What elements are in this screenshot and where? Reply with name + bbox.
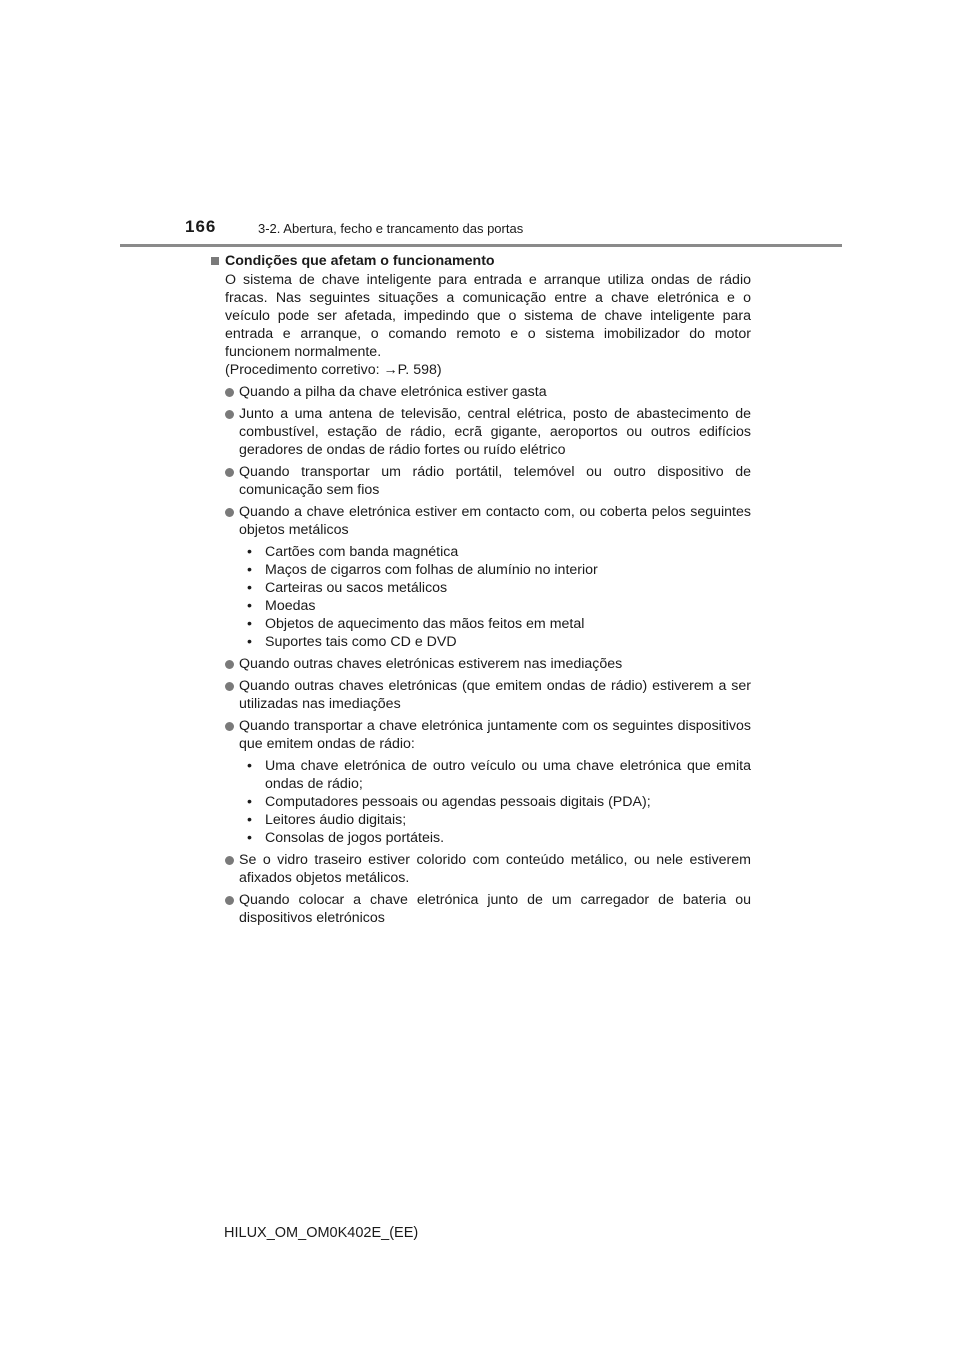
round-bullet-icon (225, 468, 234, 477)
condition-list (209, 383, 751, 927)
running-header: 3-2. Abertura, fecho e trancamento das portas (258, 221, 524, 236)
page-number: 166 (185, 217, 217, 236)
square-bullet-icon (211, 257, 219, 265)
sub-item-text: Consolas de jogos portáteis. (265, 830, 445, 846)
small-bullet-icon: • (247, 812, 252, 828)
condition-text: Quando outras chaves eletrónicas estiverem nas imediações (239, 656, 623, 672)
round-bullet-icon (225, 660, 234, 669)
small-bullet-icon: • (247, 794, 252, 810)
condition-item (209, 383, 751, 401)
sub-list (239, 543, 751, 651)
sub-list (239, 757, 751, 847)
condition-item (209, 503, 751, 651)
sub-list-item (239, 579, 751, 597)
document-code: HILUX_OM_OM0K402E_(EE) (224, 1225, 419, 1241)
round-bullet-icon (225, 410, 234, 419)
intro-paragraph (225, 271, 751, 379)
small-bullet-icon: • (247, 758, 252, 774)
sub-item-text: Computadores pessoais ou agendas pessoais digitais (PDA); (265, 794, 651, 810)
small-bullet-icon: • (247, 616, 252, 632)
condition-item (209, 405, 751, 459)
sub-item-text: Uma chave eletrónica de outro veículo ou uma chave eletrónica que emita ondas de rádio; (265, 758, 751, 792)
sub-list-item (239, 615, 751, 633)
sub-item-text: Objetos de aquecimento das mãos feitos em metal (265, 616, 585, 632)
small-bullet-icon: • (247, 598, 252, 614)
condition-item (209, 655, 751, 673)
section-heading (209, 252, 751, 270)
condition-text: Quando a chave eletrónica estiver em contacto com, ou coberta pelos seguintes objetos metálicos (239, 504, 751, 538)
header-divider (120, 244, 842, 247)
section-heading-text: Condições que afetam o funcionamento (225, 253, 495, 269)
round-bullet-icon (225, 682, 234, 691)
small-bullet-icon: • (247, 580, 252, 596)
sub-list-item (239, 811, 751, 829)
small-bullet-icon: • (247, 562, 252, 578)
intro-text: O sistema de chave inteligente para entrada e arranque utiliza ondas de rádio fracas. Nas seguintes situações a comunicação entre a chave eletrónica e o veículo pode ser afetada, impedindo que o sistema de chave inteligente para entrada e arranque, o comando remoto e o sistema imobilizador do motor funcionem normalmente. (225, 272, 751, 360)
condition-item (209, 717, 751, 847)
sub-item-text: Leitores áudio digitais; (265, 812, 407, 828)
round-bullet-icon (225, 508, 234, 517)
condition-text: Quando transportar a chave eletrónica juntamente com os seguintes dispositivos que emitem ondas de rádio: (239, 718, 751, 752)
sub-item-text: Cartões com banda magnética (265, 544, 459, 560)
sub-item-text: Moedas (265, 598, 316, 614)
sub-list-item (239, 543, 751, 561)
small-bullet-icon: • (247, 830, 252, 846)
condition-text: Quando outras chaves eletrónicas (que emitem ondas de rádio) estiverem a ser utilizadas nas imediações (239, 678, 751, 712)
condition-text: Junto a uma antena de televisão, central elétrica, posto de abastecimento de combustível, estação de rádio, ecrã gigante, aeroportos ou outros edifícios geradores de ondas de rádio fortes ou ruído elétrico (239, 406, 751, 458)
condition-text: Se o vidro traseiro estiver colorido com conteúdo metálico, ou nele estiverem afixados objetos metálicos. (239, 852, 751, 886)
round-bullet-icon (225, 856, 234, 865)
condition-item (209, 463, 751, 499)
main-content (209, 252, 751, 927)
condition-text: Quando colocar a chave eletrónica junto de um carregador de bateria ou dispositivos eletrónicos (239, 892, 751, 926)
sub-list-item (239, 829, 751, 847)
sub-item-text: Suportes tais como CD e DVD (265, 634, 457, 650)
round-bullet-icon (225, 388, 234, 397)
sub-list-item (239, 757, 751, 793)
round-bullet-icon (225, 722, 234, 731)
sub-item-text: Maços de cigarros com folhas de alumínio no interior (265, 562, 598, 578)
condition-text: Quando a pilha da chave eletrónica estiver gasta (239, 384, 547, 400)
condition-item (209, 851, 751, 887)
condition-text: Quando transportar um rádio portátil, telemóvel ou outro dispositivo de comunicação sem fios (239, 464, 751, 498)
round-bullet-icon (225, 896, 234, 905)
condition-item (209, 891, 751, 927)
sub-list-item (239, 633, 751, 651)
sub-list-item (239, 597, 751, 615)
small-bullet-icon: • (247, 634, 252, 650)
sub-item-text: Carteiras ou sacos metálicos (265, 580, 448, 596)
procedure-reference: (Procedimento corretivo: →P. 598) (225, 362, 442, 378)
sub-list-item (239, 561, 751, 579)
sub-list-item (239, 793, 751, 811)
small-bullet-icon: • (247, 544, 252, 560)
condition-item (209, 677, 751, 713)
